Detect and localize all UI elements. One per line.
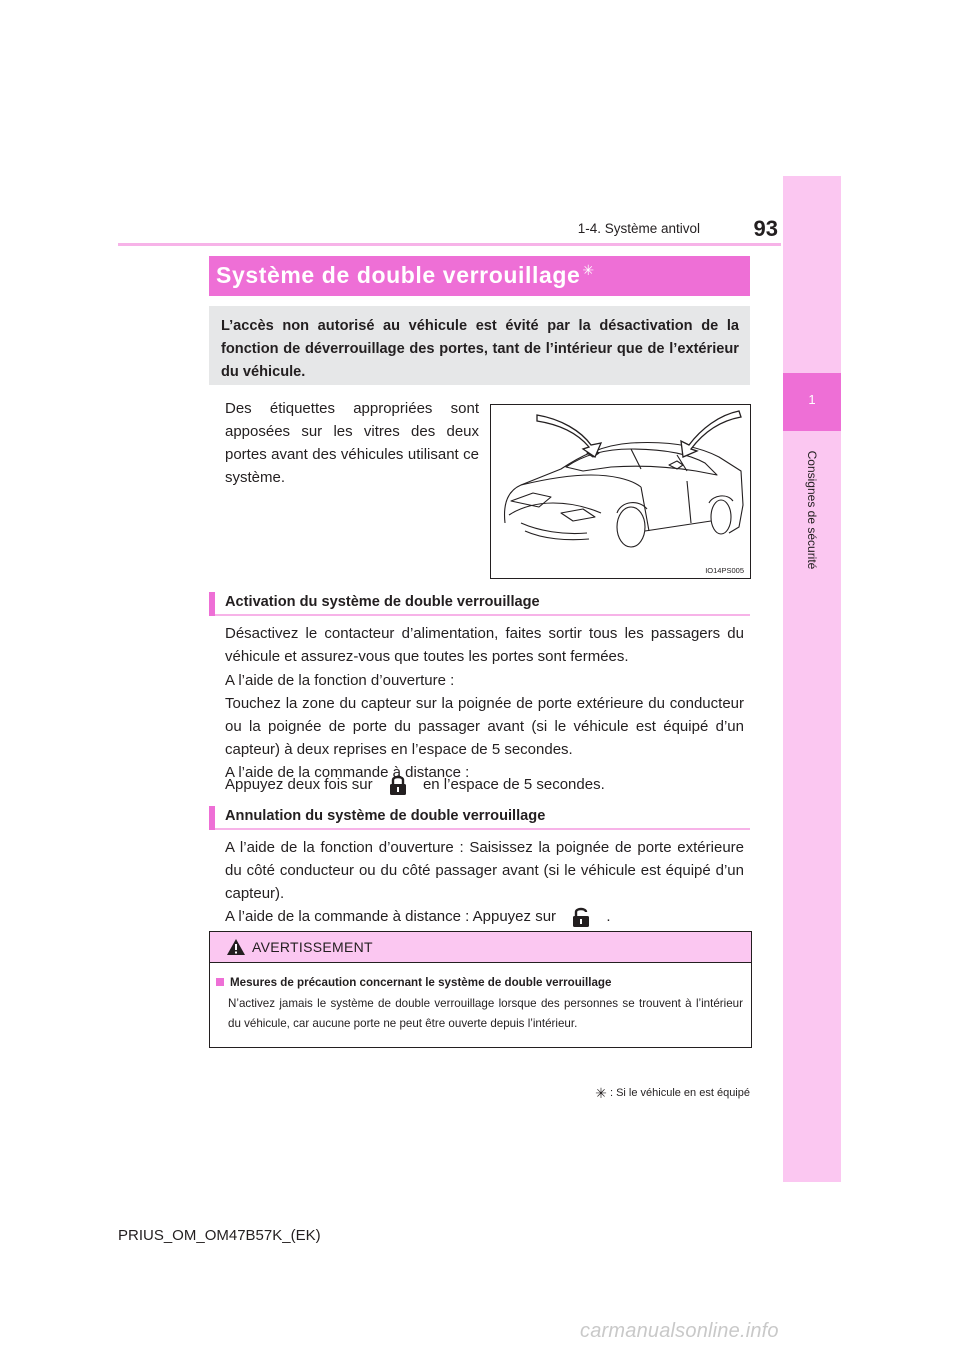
activation-heading [209, 592, 750, 616]
activation-remote-label: A l’aide de la commande à distance : [225, 764, 470, 781]
activation-open-function-label: A l’aide de la fonction d’ouverture : [225, 672, 455, 689]
heading-accent-bar [209, 592, 215, 616]
activation-remote-instruction [225, 773, 744, 796]
cancellation-open-function-text: A l’aide de la fonction d’ouverture : Saisissez la poignée de porte extérieure du côté conducteur ou du côté passager avant (si le véhicule est équipé d’un capteur). [225, 839, 744, 902]
activation-heading-text: Activation du système de double verrouillage [225, 594, 540, 610]
cancellation-remote-text-before: A l’aide de la commande à distance : Appuyez sur [225, 908, 557, 925]
page-title [216, 262, 595, 289]
labels-paragraph: Des étiquettes appropriées sont apposées sur les vitres des deux portes avant des véhicules utilisant ce système. [225, 400, 479, 486]
cancellation-paragraph [225, 836, 744, 928]
header-rule [118, 243, 781, 246]
lock-closed-icon [381, 774, 415, 796]
car-drawing [491, 405, 750, 578]
heading-underline [215, 614, 750, 616]
warning-box [209, 931, 752, 1048]
section-label: 1-4. Système antivol [577, 221, 700, 236]
warning-subtitle [216, 976, 611, 989]
chapter-side-tab [783, 176, 841, 1182]
watermark: carmanualsonline.info [580, 1320, 779, 1342]
asterisk-icon: ✳ [582, 262, 595, 278]
heading-accent-bar [209, 806, 215, 830]
page-title-text: Système de double verrouillage [216, 262, 581, 288]
cancellation-heading [209, 806, 750, 830]
activation-paragraph-1: Désactivez le contacteur d’alimentation, faites sortir tous les passagers du véhicule et assurez-vous que toutes les portes sont fermées. [225, 625, 744, 665]
footnote [594, 1085, 750, 1102]
page-number: 93 [753, 216, 778, 241]
warning-header [210, 932, 751, 963]
activation-remote-text-after: en l’espace de 5 secondes. [422, 776, 605, 793]
warning-title: AVERTISSEMENT [252, 939, 373, 955]
asterisk-icon: ✳ [595, 1085, 607, 1101]
chapter-number: 1 [808, 392, 816, 407]
square-bullet-icon [216, 978, 224, 986]
activation-remote-text-before: Appuyez deux fois sur [225, 776, 373, 793]
chapter-title: Consignes de sécurité [805, 450, 819, 570]
document-code: PRIUS_OM_OM47B57K_(EK) [118, 1227, 321, 1244]
cancellation-remote-instruction [225, 905, 744, 928]
cancellation-remote-text-after: . [606, 908, 611, 925]
warning-subtitle-text: Mesures de précaution concernant le système de double verrouillage [230, 976, 612, 989]
warning-triangle-icon [226, 938, 246, 956]
activation-paragraph-2 [225, 669, 744, 784]
cancellation-heading-text: Annulation du système de double verrouillage [225, 808, 546, 824]
car-illustration [490, 404, 751, 579]
footnote-text: : Si le véhicule en est équipé [609, 1087, 750, 1099]
warning-body: N’activez jamais le système de double verrouillage lorsque des personnes se trouvent à l’intérieur du véhicule, car aucune porte ne peut être ouverte depuis l’intérieur. [228, 997, 743, 1030]
heading-underline [215, 828, 750, 830]
image-code: IO14PS005 [705, 566, 744, 575]
activation-open-function-text: Touchez la zone du capteur sur la poignée de porte extérieure du conducteur ou la poignée de porte du passager avant (si le véhicule est équipé d’un capteur) à deux reprises en l’espace de 5 secondes. [225, 695, 744, 758]
intro-text: L’accès non autorisé au véhicule est évité par la désactivation de la fonction de déverrouillage des portes, tant de l’intérieur que de l’extérieur du véhicule. [221, 318, 739, 380]
lock-open-icon [564, 906, 598, 928]
